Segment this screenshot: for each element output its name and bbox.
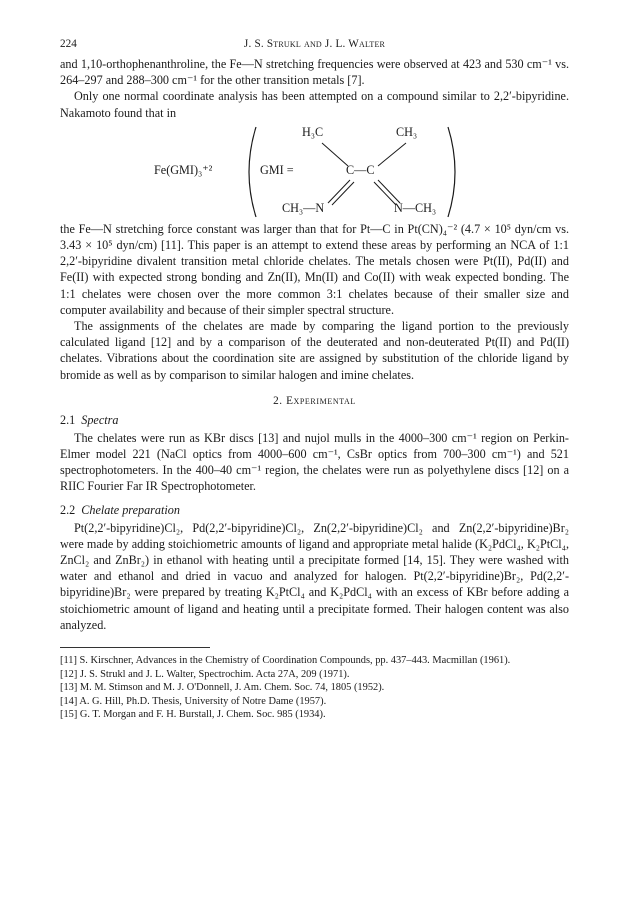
reference-item: [13] M. M. Stimson and M. J. O'Donnell, J. Am. Chem. Soc. 74, 1805 (1952). bbox=[60, 682, 385, 694]
footnote-rule bbox=[60, 647, 210, 648]
carbon-carbon-bond: C—C bbox=[346, 162, 375, 177]
subsection-chelate-heading bbox=[60, 503, 569, 518]
paragraph-3: the Fe—N stretching force constant was larger than that for Pt—C in Pt(CN)₄⁻² (4.7 × 10⁵ dyn/cm vs. 3.43 × 10⁵ dyn/cm) [11]. This paper is an attempt to extend these areas by performing an NCA of 1:1 2,2′-bipyridine divalent transition metal chloride chelates. The metals chosen were Pt(II), Pd(II) and Fe(II) with expected strong bonding and Zn(II), Mn(II) and Co(II) with weak expected bonding. The 1:1 chelates were chosen over the more common 3:1 chelates because of their smaller size and computer availability and because of their simpler spectral structure. bbox=[60, 221, 569, 317]
gmi-structure-figure bbox=[60, 123, 569, 221]
methyl-top-right: CH₃ bbox=[396, 124, 418, 139]
methyl-top-left: H₃C bbox=[302, 124, 324, 139]
paragraph-4: The assignments of the chelates are made by comparing the ligand portion to the previously calculated ligand [12] and by a comparison of the deuterated and non-deuterated Pt(II) and Pd(II) chelates. Vibrations about the coordination site are assigned by substitution of the chloride ligand by bromide as well as by comparison to similar halogen and imine chelates. bbox=[60, 319, 569, 382]
paragraph-2: Only one normal coordinate analysis has been attempted on a compound similar to 2,2′-bipyridine. Nakamoto found that in bbox=[60, 89, 569, 120]
running-header bbox=[60, 38, 569, 56]
journal-page bbox=[60, 38, 569, 722]
subsection-spectra-heading bbox=[60, 413, 569, 428]
reference-item: [12] J. S. Strukl and J. L. Walter, Spectrochim. Acta 27A, 209 (1971). bbox=[60, 668, 350, 680]
fe-gmi-label: Fe(GMI)₃⁺² bbox=[154, 162, 213, 177]
chelate-preparation-paragraph: Pt(2,2′-bipyridine)Cl₂, Pd(2,2′-bipyridine)Cl₂, Zn(2,2′-bipyridine)Cl₂ and Zn(2,2′-bipyridine)Br₂ were made by adding stoichiometric amounts of ligand and appropriate metal halide (K₂PdCl₄, K₂PtCl₄, ZnCl₂ and ZnBr₂) in ethanol with heating until a precipitate formed [14, 15]. They were washed with water and ethanol and dried in vacuo and analyzed for halogen. Pt(2,2′-bipyridine)Br₂, Pd(2,2′-bipyridine)Br₂ were prepared by treating K₂PtCl₄ and K₂PdCl₄ with an excess of KBr before adding a stoichiometric amount of ligand and heating until a precipitate formed. Their halogen content was also analyzed. bbox=[60, 520, 569, 632]
subsection-number: 2.2 bbox=[60, 502, 76, 517]
subsection-title: Chelate preparation bbox=[81, 502, 180, 517]
running-title: J. S. Strukl and J. L. Walter bbox=[243, 38, 386, 50]
gmi-equals-label: GMI = bbox=[260, 162, 294, 177]
reference-list bbox=[60, 654, 569, 722]
reference-item: [15] G. T. Morgan and F. H. Burstall, J. Chem. Soc. 985 (1934). bbox=[60, 709, 326, 721]
reference-item: [14] A. G. Hill, Ph.D. Thesis, University of Notre Dame (1957). bbox=[60, 695, 327, 707]
subsection-number: 2.1 bbox=[60, 412, 76, 427]
page-number: 224 bbox=[60, 38, 77, 50]
section-heading: 2. Experimental bbox=[273, 394, 356, 407]
n-methyl-bottom-right: N—CH₃ bbox=[394, 200, 437, 215]
subsection-title: Spectra bbox=[81, 412, 119, 427]
n-methyl-bottom-left: CH₃—N bbox=[282, 200, 325, 215]
spectra-paragraph: The chelates were run as KBr discs [13] and nujol mulls in the 4000–300 cm⁻¹ region on Perkin-Elmer model 221 (NaCl optics from 4000–600 cm⁻¹, CsBr optics from 700–300 cm⁻¹) and 521 spectrophotometers. In the 400–40 cm⁻¹ region, the chelates were run as polyethylene discs [12] on a RIIC Fourier Far IR Spectrophotometer. bbox=[60, 430, 569, 494]
reference-item: [11] S. Kirschner, Advances in the Chemistry of Coordination Compounds, pp. 437–443. Macmillan (1961). bbox=[60, 655, 511, 667]
paragraph-1: and 1,10-orthophenanthroline, the Fe—N stretching frequencies were observed at 423 and 530 cm⁻¹ vs. 264–297 and 288–300 cm⁻¹ for the other transition metals [7]. bbox=[60, 57, 569, 88]
